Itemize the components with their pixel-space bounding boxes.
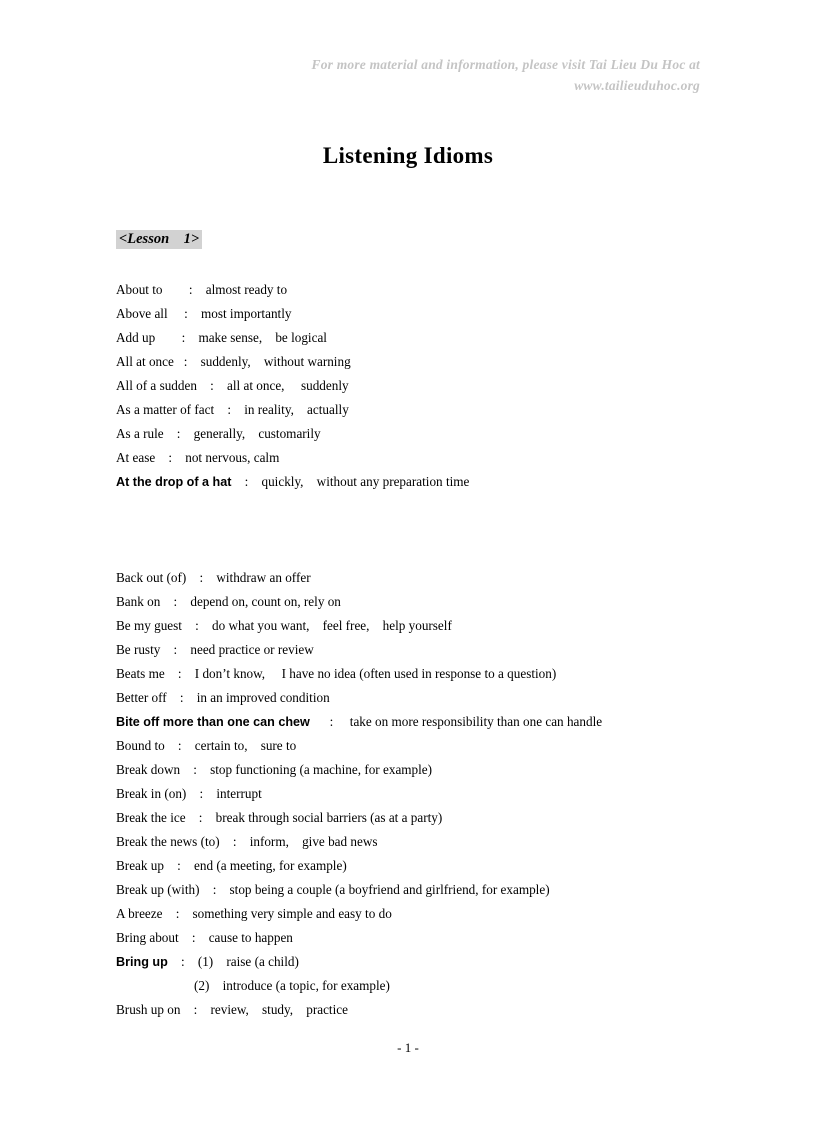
idiom-definition: quickly, without any preparation time (261, 474, 470, 489)
idiom-spacer (182, 618, 195, 633)
idiom-term: Be rusty (116, 642, 161, 657)
idiom-entry (116, 854, 776, 878)
idiom-definition: take on more responsibility than one can handle (349, 714, 603, 729)
idiom-spacer (160, 642, 173, 657)
idiom-gap (185, 330, 198, 345)
idiom-gap (248, 474, 261, 489)
idiom-separator: : (177, 666, 182, 681)
idiom-separator: : (329, 714, 334, 729)
idiom-term: All at once (116, 354, 174, 369)
idiom-separator: : (195, 618, 199, 633)
idiom-term: A breeze (116, 906, 163, 921)
idiom-definition: something very simple and easy to do (192, 906, 392, 921)
idiom-spacer (168, 954, 181, 969)
idiom-entry (116, 686, 776, 710)
idiom-gap (237, 834, 250, 849)
idiom-spacer (165, 666, 178, 681)
idiom-separator: : (180, 954, 185, 969)
idiom-definition: I don’t know, I have no idea (often used in response to a question) (194, 666, 557, 681)
idiom-separator: : (179, 690, 184, 705)
idiom-term: Be my guest (116, 618, 182, 633)
idiom-spacer (155, 330, 181, 345)
idiom-definition: generally, customarily (193, 426, 321, 441)
idiom-gap (172, 450, 185, 465)
idiom-definition: review, study, practice (210, 1002, 348, 1017)
idiom-list (116, 278, 776, 1022)
idiom-spacer (220, 834, 233, 849)
idiom-spacer (164, 858, 177, 873)
idiom-gap (184, 690, 197, 705)
idiom-entry (116, 350, 776, 374)
idiom-term: Break in (on) (116, 786, 187, 801)
idiom-term: About to (116, 282, 163, 297)
idiom-definition: in reality, actually (244, 402, 349, 417)
idiom-spacer (186, 810, 199, 825)
idiom-spacer (231, 474, 244, 489)
idiom-gap (197, 762, 210, 777)
idiom-separator: : (177, 738, 182, 753)
idiom-term: Brush up on (116, 1002, 181, 1017)
idiom-separator: : (168, 450, 173, 465)
idiom-gap (180, 426, 193, 441)
idiom-definition: cause to happen (208, 930, 293, 945)
idiom-spacer (164, 426, 177, 441)
idiom-separator: : (177, 858, 181, 873)
idiom-entry (116, 638, 776, 662)
idiom-entry (116, 806, 776, 830)
idiom-spacer (179, 930, 192, 945)
idiom-term: As a matter of fact (116, 402, 215, 417)
idiom-gap (231, 402, 244, 417)
idiom-term: Above all (116, 306, 168, 321)
idiom-gap (177, 642, 190, 657)
idiom-separator: : (188, 282, 193, 297)
idiom-gap (333, 714, 349, 729)
idiom-separator: : (212, 882, 217, 897)
idiom-definition: almost ready to (205, 282, 288, 297)
idiom-term: Better off (116, 690, 167, 705)
idiom-definition: stop being a couple (a boyfriend and girlfriend, for example) (229, 882, 550, 897)
idiom-entry (116, 374, 776, 398)
idiom-definition: not nervous, calm (185, 450, 280, 465)
idiom-gap (177, 594, 190, 609)
idiom-definition: (1) raise (a child) (197, 954, 299, 969)
idiom-definition: break through social barriers (as at a party) (215, 810, 443, 825)
idiom-term: Back out (of) (116, 570, 187, 585)
idiom-spacer (168, 306, 184, 321)
idiom-entry (116, 326, 776, 350)
idiom-entry (116, 590, 776, 614)
idiom-spacer (155, 450, 168, 465)
idiom-entry (116, 398, 776, 422)
lesson-heading: <Lesson 1> (116, 230, 202, 249)
idiom-separator: : (191, 930, 196, 945)
idiom-entry (116, 302, 776, 326)
idiom-spacer (163, 906, 176, 921)
idiom-term: Bite off more than one can chew (116, 715, 310, 729)
idiom-entry (116, 470, 776, 494)
idiom-definition: certain to, sure to (194, 738, 297, 753)
idiom-definition: end (a meeting, for example) (194, 858, 347, 873)
idiom-separator: : (198, 810, 203, 825)
idiom-separator: : (175, 906, 180, 921)
idiom-definition: need practice or review (190, 642, 314, 657)
idiom-entry (116, 950, 776, 974)
idiom-term: Break up (116, 858, 164, 873)
idiom-entry (116, 758, 776, 782)
page-title: Listening Idioms (322, 143, 494, 168)
idiom-entry-continuation (116, 974, 776, 998)
idiom-gap (203, 570, 216, 585)
idiom-definition: withdraw an offer (216, 570, 311, 585)
idiom-gap (197, 1002, 210, 1017)
idiom-gap (199, 618, 212, 633)
idiom-entry (116, 614, 776, 638)
idiom-spacer (174, 354, 184, 369)
idiom-gap (187, 354, 200, 369)
idiom-term: Break down (116, 762, 181, 777)
idiom-separator: : (199, 786, 204, 801)
idiom-gap (185, 954, 198, 969)
idiom-entry (116, 446, 776, 470)
idiom-spacer (197, 378, 210, 393)
idiom-term: Break the news (to) (116, 834, 220, 849)
idiom-gap (203, 786, 216, 801)
idiom-separator: : (199, 570, 204, 585)
idiom-entry (116, 566, 776, 590)
idiom-entry (116, 422, 776, 446)
idiom-spacer (180, 1002, 193, 1017)
idiom-gap (188, 306, 201, 321)
idiom-gap (196, 930, 209, 945)
idiom-separator: : (193, 762, 197, 777)
idiom-spacer (214, 402, 227, 417)
idiom-spacer (180, 762, 193, 777)
idiom-separator: : (183, 354, 188, 369)
idiom-definition: in an improved condition (196, 690, 330, 705)
idiom-definition: do what you want, feel free, help yourself (211, 618, 452, 633)
idiom-term: Bring up (116, 955, 168, 969)
idiom-entry (116, 830, 776, 854)
idiom-entry (116, 902, 776, 926)
idiom-definition: make sense, be logical (198, 330, 327, 345)
idiom-term: Bound to (116, 738, 165, 753)
idiom-separator: : (184, 306, 188, 321)
idiom-separator: : (173, 594, 178, 609)
idiom-term: At ease (116, 450, 156, 465)
idiom-spacer (160, 594, 173, 609)
idiom-definition: stop functioning (a machine, for example) (210, 762, 433, 777)
idiom-gap (181, 858, 194, 873)
idiom-separator: : (210, 378, 214, 393)
idiom-entry (116, 926, 776, 950)
idiom-gap (214, 378, 227, 393)
idiom-gap (202, 810, 215, 825)
idiom-separator: : (232, 834, 237, 849)
lesson-heading-wrapper (116, 230, 202, 249)
watermark-header (116, 54, 700, 96)
idiom-separator: : (176, 426, 181, 441)
idiom-entry (116, 998, 776, 1022)
section-spacer (116, 494, 776, 566)
page-number: - 1 - (397, 1040, 419, 1055)
idiom-definition: (2) introduce (a topic, for example) (194, 978, 390, 993)
idiom-term: Add up (116, 330, 156, 345)
idiom-definition: all at once, suddenly (227, 378, 349, 393)
idiom-entry (116, 278, 776, 302)
idiom-separator: : (181, 330, 186, 345)
idiom-term: Break the ice (116, 810, 186, 825)
idiom-definition: suddenly, without warning (200, 354, 351, 369)
idiom-entry (116, 710, 776, 734)
idiom-term: Bank on (116, 594, 161, 609)
idiom-separator: : (227, 402, 231, 417)
idiom-term: All of a sudden (116, 378, 197, 393)
idiom-gap (193, 282, 206, 297)
watermark-line-1: For more material and information, please visit Tai Lieu Du Hoc at (311, 57, 700, 72)
idiom-definition: inform, give bad news (249, 834, 378, 849)
idiom-spacer (310, 714, 330, 729)
idiom-gap (182, 666, 195, 681)
idiom-term: Beats me (116, 666, 165, 681)
idiom-definition: depend on, count on, rely on (190, 594, 341, 609)
idiom-entry (116, 734, 776, 758)
idiom-entry (116, 662, 776, 686)
idiom-gap (182, 738, 195, 753)
idiom-spacer (186, 570, 199, 585)
idiom-spacer (167, 690, 180, 705)
idiom-definition: interrupt (216, 786, 262, 801)
idiom-spacer (200, 882, 213, 897)
idiom-term: Break up (with) (116, 882, 200, 897)
idiom-entry (116, 878, 776, 902)
idiom-term: Bring about (116, 930, 179, 945)
idiom-gap (216, 882, 229, 897)
idiom-definition: most importantly (200, 306, 292, 321)
idiom-entry (116, 782, 776, 806)
idiom-separator: : (193, 1002, 198, 1017)
idiom-spacer (163, 282, 189, 297)
idiom-spacer (165, 738, 178, 753)
idiom-term: At the drop of a hat (116, 475, 232, 489)
watermark-line-2: www.tailieuduhoc.org (574, 78, 700, 93)
idiom-separator: : (173, 642, 178, 657)
idiom-gap (179, 906, 192, 921)
idiom-separator: : (244, 474, 249, 489)
idiom-term: As a rule (116, 426, 164, 441)
idiom-spacer (186, 786, 199, 801)
